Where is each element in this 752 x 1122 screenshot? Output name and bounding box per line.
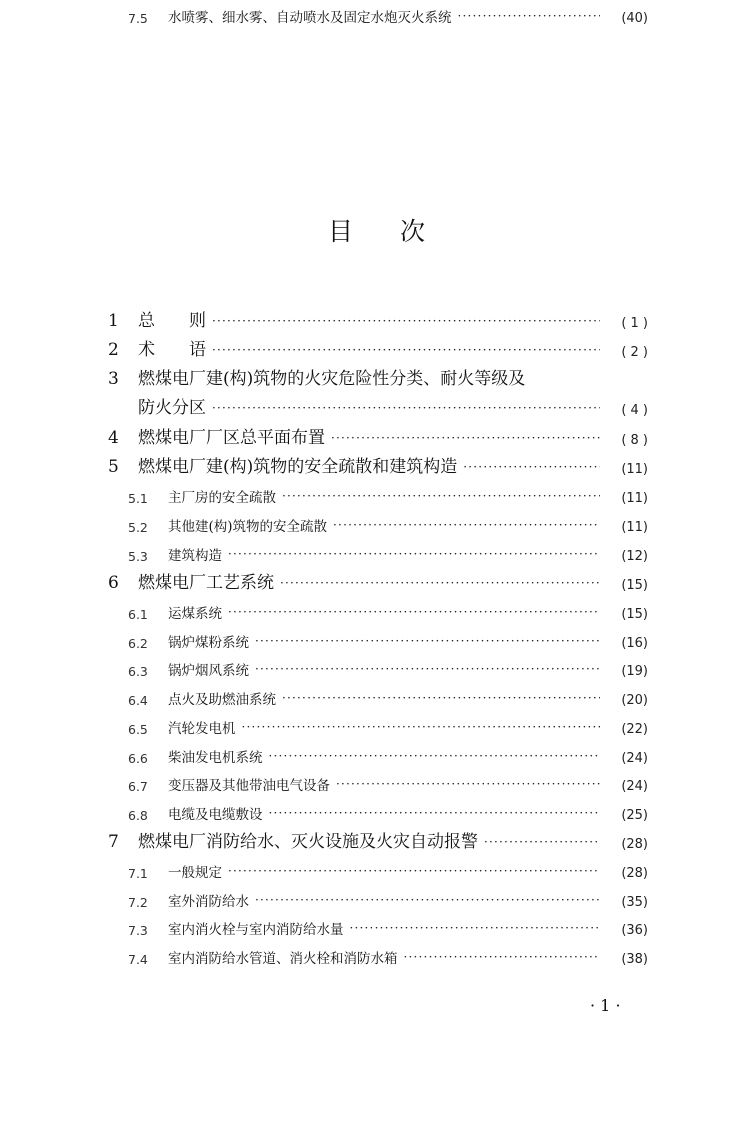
toc-entry-number: 6.1: [128, 607, 148, 622]
toc-entry-number: 2: [108, 340, 119, 360]
toc-entry-page: (19): [621, 664, 648, 679]
toc-entry-label: 术 语: [138, 340, 206, 360]
toc-section-entry[interactable]: [108, 625, 648, 651]
toc-entry-number: 4: [108, 428, 119, 448]
dot-leader: [282, 490, 600, 506]
toc-section-entry[interactable]: [108, 596, 648, 622]
toc-entry-number: 6.5: [128, 722, 148, 737]
toc-entry-label: 其他建(构)筑物的安全疏散: [168, 519, 328, 535]
toc-entry-label: 燃煤电厂厂区总平面布置: [138, 428, 325, 448]
toc-entry-number: 5.1: [128, 491, 148, 506]
toc-entry-label: 水喷雾、细水雾、自动喷水及固定水炮灭火系统: [168, 10, 452, 26]
toc-chapter-entry[interactable]: [108, 451, 648, 477]
toc-entry-page: (40): [621, 11, 648, 26]
toc-entry-label: 建筑构造: [168, 548, 222, 564]
dot-leader: [212, 315, 600, 331]
toc-section-entry[interactable]: [108, 538, 648, 564]
toc-section-entry[interactable]: [108, 797, 648, 823]
toc-entry-page: (28): [621, 837, 648, 852]
toc-section-entry[interactable]: [108, 653, 648, 679]
toc-entry-page: (12): [621, 549, 648, 564]
toc-entry-label: 总 则: [138, 311, 206, 331]
toc-section-entry[interactable]: [108, 711, 648, 737]
toc-entry-page: (38): [621, 952, 648, 967]
toc-section-entry[interactable]: [108, 509, 648, 535]
toc-entry-number: 6.7: [128, 779, 148, 794]
toc-entry-page: ( 8 ): [621, 433, 648, 448]
dot-leader: [228, 606, 600, 622]
toc-entry-number: 7: [108, 832, 119, 852]
title-char-1: 目: [328, 217, 354, 246]
toc-entry-page: (11): [621, 462, 648, 477]
toc-chapter-entry[interactable]: [108, 305, 648, 331]
toc-entry-label: 变压器及其他带油电气设备: [168, 778, 330, 794]
toc-entry-label: 主厂房的安全疏散: [168, 490, 276, 506]
title-char-2: 次: [400, 217, 426, 246]
toc-entry-page: (11): [621, 491, 648, 506]
toc-entry-number: 7.2: [128, 895, 148, 910]
toc-entry-heading-line: [108, 364, 525, 390]
toc-entry-label: 室外消防给水: [168, 894, 249, 910]
dot-leader: [269, 750, 601, 766]
dot-leader: [255, 894, 600, 910]
toc-entry-page: (36): [621, 923, 648, 938]
dot-leader: [336, 778, 600, 794]
toc-chapter-entry[interactable]: [108, 567, 648, 593]
toc-chapter-entry[interactable]: [108, 826, 648, 852]
dot-leader: [404, 951, 601, 967]
toc-entry-page: (22): [621, 722, 648, 737]
toc-entry-number: 6.8: [128, 808, 148, 823]
toc-section-entry[interactable]: [108, 768, 648, 794]
toc-entry-label: 运煤系统: [168, 606, 222, 622]
toc-entry-label: 一般规定: [168, 865, 222, 881]
toc-entry-number: 3: [108, 369, 119, 389]
dot-leader: [228, 865, 600, 881]
toc-entry-number: 5.3: [128, 549, 148, 564]
toc-entry-label: 燃煤电厂建(构)筑物的安全疏散和建筑构造: [138, 457, 458, 477]
dot-leader: [269, 807, 601, 823]
toc-entry-label: 室内消防给水管道、消火栓和消防水箱: [168, 951, 398, 967]
toc-section-entry[interactable]: [108, 480, 648, 506]
dot-leader: [280, 577, 600, 593]
toc-entry-number: 6.6: [128, 751, 148, 766]
toc-entry-label: 点火及助燃油系统: [168, 692, 276, 708]
dot-leader: [331, 432, 600, 448]
toc-entry-page: (20): [621, 693, 648, 708]
dot-leader: [212, 402, 600, 418]
toc-chapter-entry[interactable]: [108, 422, 648, 448]
toc-entry-label: 锅炉烟风系统: [168, 663, 249, 679]
toc-entry-label: 电缆及电缆敷设: [168, 807, 263, 823]
toc-entry-page: ( 1 ): [621, 316, 648, 331]
toc-entry-page: (28): [621, 866, 648, 881]
dot-leader: [463, 461, 600, 477]
toc-entry-label: 柴油发电机系统: [168, 750, 263, 766]
dot-leader: [333, 519, 600, 535]
dot-leader: [212, 344, 600, 360]
toc-entry-number: 7.1: [128, 866, 148, 881]
toc-entry-number: 6.4: [128, 693, 148, 708]
toc-entry-number: 5: [108, 457, 119, 477]
toc-section-entry[interactable]: [108, 884, 648, 910]
toc-entry-label: 室内消火栓与室内消防给水量: [168, 922, 344, 938]
toc-entry-label: 防火分区: [138, 398, 206, 418]
toc-section-entry[interactable]: [108, 682, 648, 708]
dot-leader: [350, 922, 601, 938]
page-number: · 1 ·: [590, 996, 621, 1015]
toc-entry-page: (15): [621, 578, 648, 593]
toc-entry-number: 6: [108, 573, 119, 593]
toc-chapter-entry[interactable]: [108, 334, 648, 360]
toc-entry-page: ( 4 ): [621, 403, 648, 418]
toc-entry-number: 6.2: [128, 636, 148, 651]
toc-entry-page: (16): [621, 636, 648, 651]
toc-entry-label: 锅炉煤粉系统: [168, 635, 249, 651]
toc-section-entry[interactable]: [108, 855, 648, 881]
toc-entry-number: 6.3: [128, 664, 148, 679]
dot-leader: [255, 663, 600, 679]
toc-entry-page: (15): [621, 607, 648, 622]
toc-section-entry[interactable]: [108, 740, 648, 766]
dot-leader: [458, 10, 601, 26]
dot-leader: [282, 692, 600, 708]
toc-entry-number: 7.4: [128, 952, 148, 967]
toc-entry-label-line1: 燃煤电厂建(构)筑物的火灾危险性分类、耐火等级及: [138, 369, 526, 389]
toc-entry-number: 7.3: [128, 923, 148, 938]
dot-leader: [242, 721, 601, 737]
toc-entry-label: 汽轮发电机: [168, 721, 236, 737]
toc-entry-page: ( 2 ): [621, 345, 648, 360]
dot-leader: [484, 836, 600, 852]
toc-entry-number: 1: [108, 311, 119, 331]
toc-chapter-entry[interactable]: [108, 392, 648, 418]
toc-entry-page: (35): [621, 895, 648, 910]
toc-entry-page: (24): [621, 751, 648, 766]
toc-entry-page: (25): [621, 808, 648, 823]
toc-entry-label: 燃煤电厂消防给水、灭火设施及火灾自动报警: [138, 832, 478, 852]
toc-section-entry[interactable]: [108, 941, 648, 967]
toc-entry-label: 燃煤电厂工艺系统: [138, 573, 274, 593]
toc-section-entry[interactable]: [108, 912, 648, 938]
toc-entry-number: 7.5: [128, 11, 148, 26]
toc-entry-page: (24): [621, 779, 648, 794]
dot-leader: [228, 548, 600, 564]
dot-leader: [255, 635, 600, 651]
toc-section-entry[interactable]: [108, 0, 648, 26]
toc-entry-page: (11): [621, 520, 648, 535]
toc-entry-number: 5.2: [128, 520, 148, 535]
